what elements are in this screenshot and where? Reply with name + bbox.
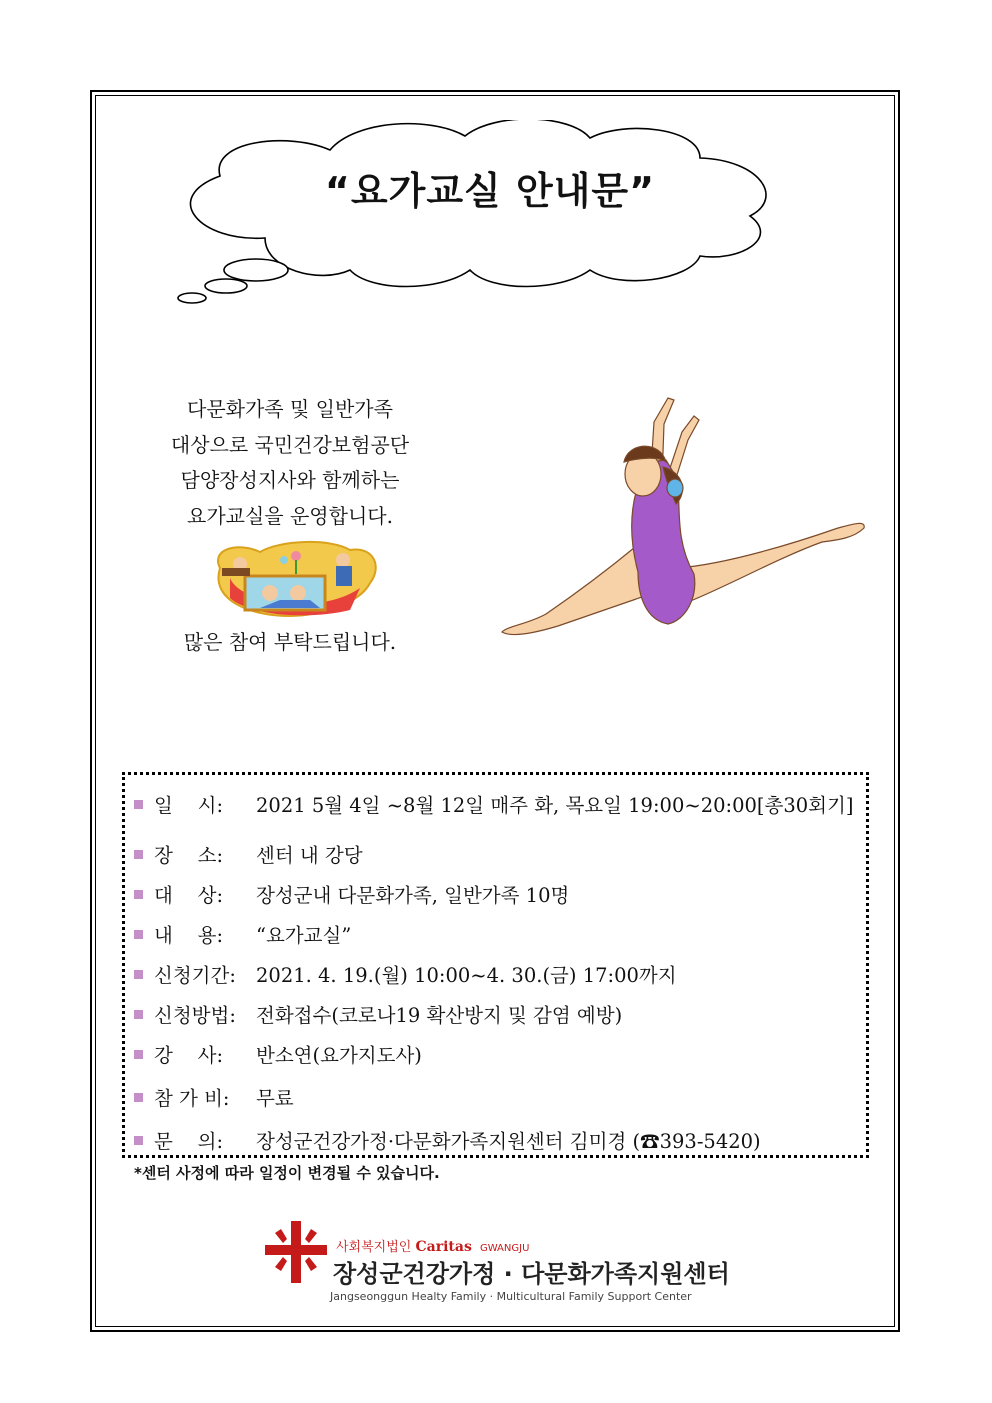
intro-paragraph	[140, 392, 440, 534]
detail-value: 전화접수(코로나19 확산방지 및 감염 예방)	[256, 1004, 623, 1027]
detail-label: 내 용:	[154, 924, 224, 947]
detail-label: 신청방법:	[154, 1004, 236, 1027]
detail-row-application-period	[134, 960, 677, 988]
detail-row-inquiry	[134, 1126, 761, 1154]
detail-row-target	[134, 880, 569, 908]
logo-org-caritas: Caritas	[415, 1239, 472, 1255]
intro-line: 다문화가족 및 일반가족	[187, 397, 393, 421]
caritas-cross-logo-icon	[263, 1219, 329, 1285]
logo-org-name	[336, 1236, 529, 1255]
detail-label: 장 소:	[154, 844, 224, 867]
detail-label: 신청기간:	[154, 964, 236, 987]
bullet-square-icon	[134, 850, 143, 859]
bullet-square-icon	[134, 800, 143, 809]
detail-label: 대 상:	[154, 884, 224, 907]
detail-value: 센터 내 강당	[256, 844, 363, 867]
detail-label: 강 사:	[154, 1044, 224, 1067]
detail-label: 참 가 비:	[154, 1087, 230, 1110]
intro-line: 대상으로 국민건강보험공단	[170, 432, 410, 457]
bullet-square-icon	[134, 890, 143, 899]
bullet-square-icon	[134, 1136, 143, 1145]
detail-value: 2021. 4. 19.(월) 10:00~4. 30.(금) 17:00까지	[256, 964, 677, 987]
bullet-square-icon	[134, 970, 143, 979]
detail-value: 반소연(요가지도사)	[256, 1044, 422, 1067]
bullet-square-icon	[134, 930, 143, 939]
detail-row-instructor	[134, 1040, 422, 1068]
detail-label: 일 시:	[154, 794, 224, 817]
detail-value: 2021 5월 4일 ~8월 12일 매주 화, 목요일 19:00~20:00[총30회기]	[256, 794, 854, 817]
logo-org-region: GWANGJU	[479, 1243, 530, 1254]
gymnast-illustration	[498, 392, 870, 654]
detail-label: 문 의:	[154, 1130, 224, 1153]
intro-line: 담양장성지사와 함께하는	[180, 468, 400, 492]
page-title: “요가교실 안내문”	[324, 169, 656, 213]
family-illustration	[200, 538, 382, 618]
thought-cloud	[170, 120, 790, 310]
logo-center-name: 장성군건강가정 · 다문화가족지원센터	[333, 1260, 730, 1288]
detail-row-location	[134, 840, 363, 868]
detail-value: “요가교실”	[256, 924, 352, 947]
intro-line: 요가교실을 운영합니다.	[187, 503, 393, 528]
schedule-change-note: *센터 사정에 따라 일정이 변경될 수 있습니다.	[134, 1164, 440, 1182]
logo-org-prefix: 사회복지법인	[336, 1240, 412, 1255]
detail-value: 무료	[256, 1087, 294, 1110]
closing-text: 많은 참여 부탁드립니다.	[183, 630, 397, 654]
bullet-square-icon	[134, 1093, 143, 1102]
bullet-square-icon	[134, 1050, 143, 1059]
detail-row-application-method	[134, 1000, 622, 1028]
detail-value: 장성군내 다문화가족, 일반가족 10명	[256, 884, 570, 907]
bullet-square-icon	[134, 1010, 143, 1019]
logo-center-english: Jangseonggun Healty Family · Multicultural Family Support Center	[330, 1290, 692, 1303]
detail-row-content	[134, 920, 351, 948]
detail-row-fee	[134, 1083, 294, 1111]
detail-value: 장성군건강가정·다문화가족지원센터 김미경 (☎393-5420)	[256, 1130, 761, 1153]
detail-row-schedule	[134, 790, 853, 818]
